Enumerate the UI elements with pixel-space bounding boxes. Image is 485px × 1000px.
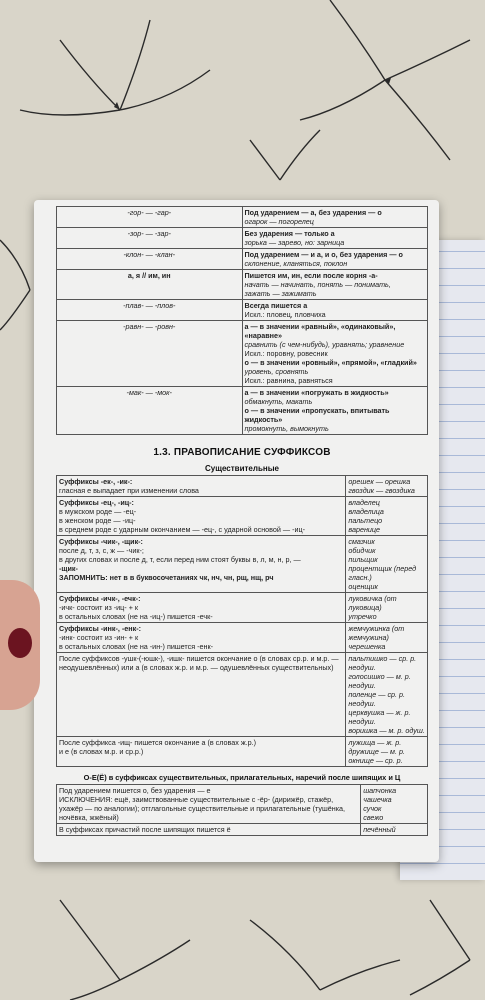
section-title: 1.3. ПРАВОПИСАНИЕ СУФФИКСОВ <box>153 447 331 458</box>
rule-text: В суффиксах причастий после шипящих пишется ё <box>59 825 231 834</box>
rule-text: ИСКЛЮЧЕНИЯ: ещё, заимствованные существительные с -ёр- (дирижёр, стажёр, ухажёр — по аналогии); отглагольные существительные и прилагательные (тушёнка, ночёвка, жжёный) <box>59 795 346 822</box>
rule-text: Всегда пишется а <box>244 301 308 310</box>
rule-cell <box>57 497 346 536</box>
table-row <box>57 497 428 536</box>
rule-cell <box>242 270 428 300</box>
example-text: начать — начинать, понять — понимать, <box>244 280 391 289</box>
rule-text: ЗАПОМНИТЬ: нет в в буквосочетаниях чк, нч, чн, рщ, нщ, рч <box>59 573 274 582</box>
rule-cell <box>57 593 346 623</box>
rule-cell <box>242 300 428 321</box>
example-text: обмакнуть, макать <box>244 397 313 406</box>
book-page <box>34 200 439 862</box>
rule-cell <box>57 737 346 767</box>
root-cell: -клон- — -клан- <box>57 249 243 270</box>
rule-text: Под ударением пишется о, без ударения — е <box>59 786 211 795</box>
example-text: воришка — м. р. одуш. <box>348 726 425 735</box>
example-text: лужища — ж. р. <box>348 738 402 747</box>
rule-text: -инк- состоит из -ин- + к <box>59 633 139 642</box>
rule-text: -щик- <box>59 564 78 573</box>
table-row <box>57 737 428 767</box>
example-text: варенице <box>348 525 381 534</box>
example-text: черешенка <box>348 642 386 651</box>
example-text: промокнуть, вымокнуть <box>244 424 329 433</box>
table-row <box>57 593 428 623</box>
example-text: луковичка (от луковица) <box>348 594 397 612</box>
rule-cell <box>242 387 428 435</box>
example-cell <box>346 593 428 623</box>
root-cell: -равн- — -ровн- <box>57 321 243 387</box>
example-text: печённый <box>363 825 396 834</box>
example-text: пальтишко — ср. р. неодуш. <box>348 654 417 672</box>
example-text: владелица <box>348 507 384 516</box>
example-text: сучок <box>363 804 382 813</box>
rule-text: После суффиксов -ушк-(-юшк-), -ишк- пишется окончание о (в словах ср.р. и м.р. — неодушевлённых) или а (в словах ж.р. и м.р. — одушевлённых существительных) <box>59 654 339 672</box>
rule-cell <box>242 228 428 249</box>
noun-suffix-table <box>56 475 428 767</box>
exception-text: Искл.: поровну, ровесник <box>244 349 328 358</box>
example-text: обидчик <box>348 546 376 555</box>
table-row <box>57 207 428 228</box>
example-text: свежо <box>363 813 384 822</box>
example-cell <box>346 623 428 653</box>
example-text: сравнить (с чем-нибудь), уравнять; уравнение <box>244 340 405 349</box>
rule-cell <box>57 476 346 497</box>
rule-text: После суффикса -ищ- пишется окончание а (в словах ж.р.) <box>59 738 257 747</box>
example-text: процентщик (перед гласн.) <box>348 564 417 582</box>
example-text: шапчонка <box>363 786 397 795</box>
example-text: церквушка — ж. р. неодуш. <box>348 708 411 726</box>
rule-text: и е (в словах м.р. и ср.р.) <box>59 747 144 756</box>
rule-text: в остальных словах (не на -ин-) пишется -енк- <box>59 642 213 651</box>
rule-text: Суффиксы -инк-, -енк-: <box>59 624 141 633</box>
rule-text: в женском роде — -иц- <box>59 516 136 525</box>
example-text: гвоздик — гвоздика <box>348 486 415 495</box>
example-text: орешек — орешка <box>348 477 411 486</box>
rule-cell <box>242 249 428 270</box>
rule-text: Суффиксы -чик-, -щик-: <box>59 537 143 546</box>
table-row <box>57 785 428 824</box>
oe-title: О-Е(Ё) в суффиксах существительных, прилагательных, наречий после шипящих и Ц <box>83 773 401 782</box>
rule-cell <box>57 824 361 836</box>
rule-cell <box>242 207 428 228</box>
oe-table <box>56 784 428 836</box>
example-text: жемчужинка (от жемчужина) <box>348 624 405 642</box>
rule-text: Без ударения — только а <box>244 229 335 238</box>
example-text: чашечка <box>363 795 392 804</box>
rule-text: Пишется им, ин, если после корня -а- <box>244 271 378 280</box>
example-text: голосишко — м. р. неодуш. <box>348 672 411 690</box>
example-text: оценщик <box>348 582 378 591</box>
exception-text: Искл.: равнина, равняться <box>244 376 333 385</box>
root-cell: а, я // им, ин <box>57 270 243 300</box>
example-text: владелец <box>348 498 380 507</box>
rule-cell <box>57 785 361 824</box>
table-row <box>57 824 428 836</box>
table-row <box>57 623 428 653</box>
example-text: склонение, кланяться, поклон <box>244 259 348 268</box>
rule-text: Под ударением — а, без ударения — о <box>244 208 382 217</box>
root-cell: -мак- — -мок- <box>57 387 243 435</box>
painted-nail <box>8 628 32 658</box>
rule-text: после д, т, з, с, ж — -чик-; <box>59 546 144 555</box>
example-cell <box>346 737 428 767</box>
rule-cell <box>57 536 346 593</box>
rule-cell <box>57 653 346 737</box>
rule-text: в мужском роде — -ец- <box>59 507 137 516</box>
example-text: окнище — ср. р. <box>348 756 403 765</box>
rule-text: гласная е выпадает при изменении слова <box>59 486 199 495</box>
table-row <box>57 228 428 249</box>
example-cell <box>346 476 428 497</box>
rule-text: а — в значении «равный», «одинаковый», «наравне» <box>244 322 396 340</box>
rule-text: -ичк- состоит из -иц- + к <box>59 603 139 612</box>
example-cell <box>346 653 428 737</box>
example-text: пальтецо <box>348 516 383 525</box>
example-text: дружище — м. р. <box>348 747 405 756</box>
example-text: зажать — зажимать <box>244 289 317 298</box>
root-cell: -плав- — -плов- <box>57 300 243 321</box>
rule-cell <box>57 623 346 653</box>
table-row <box>57 249 428 270</box>
example-cell <box>346 497 428 536</box>
rule-text: Суффиксы -ек-, -ик-: <box>59 477 133 486</box>
example-cell <box>361 785 428 824</box>
example-text: смазчик <box>348 537 375 546</box>
example-text: пильщик <box>348 555 378 564</box>
table-row <box>57 270 428 300</box>
rule-text: Суффиксы -ец-, -иц-: <box>59 498 134 507</box>
table-row <box>57 476 428 497</box>
example-text: утречко <box>348 612 377 621</box>
subsection-title: Существительные <box>204 464 279 473</box>
rule-text: о — в значении «ровный», «прямой», «гладкий» <box>244 358 417 367</box>
root-cell: -гор- — -гар- <box>57 207 243 228</box>
example-cell <box>346 536 428 593</box>
table-row <box>57 653 428 737</box>
rule-text: а — в значении «погружать в жидкость» <box>244 388 389 397</box>
table-row <box>57 300 428 321</box>
example-text: зорька — зарево, но: зарница <box>244 238 345 247</box>
roots-table <box>56 206 428 435</box>
rule-text: в среднем роде с ударным окончанием — -ец-, с ударной основой — -иц- <box>59 525 306 534</box>
table-row <box>57 387 428 435</box>
example-text: поленце — ср. р. неодуш. <box>348 690 406 708</box>
rule-text: в других словах и после д, т, если перед ним стоят буквы в, л, м, н, р, — <box>59 555 301 564</box>
rule-cell <box>242 321 428 387</box>
table-row <box>57 321 428 387</box>
table-row <box>57 536 428 593</box>
example-text: огарок — погорелец <box>244 217 314 226</box>
exception-text: Искл.: пловец, пловчиха <box>244 310 326 319</box>
example-text: уровень, сровнять <box>244 367 309 376</box>
rule-text: о — в значении «пропускать, впитывать жидкость» <box>244 406 390 424</box>
rule-text: в остальных словах (не на -иц-) пишется -ечк- <box>59 612 213 621</box>
example-cell <box>361 824 428 836</box>
rule-text: Суффиксы -ичк-, -ечк-: <box>59 594 141 603</box>
rule-text: Под ударением — и а, и о, без ударения — о <box>244 250 403 259</box>
root-cell: -зор- — -зар- <box>57 228 243 249</box>
